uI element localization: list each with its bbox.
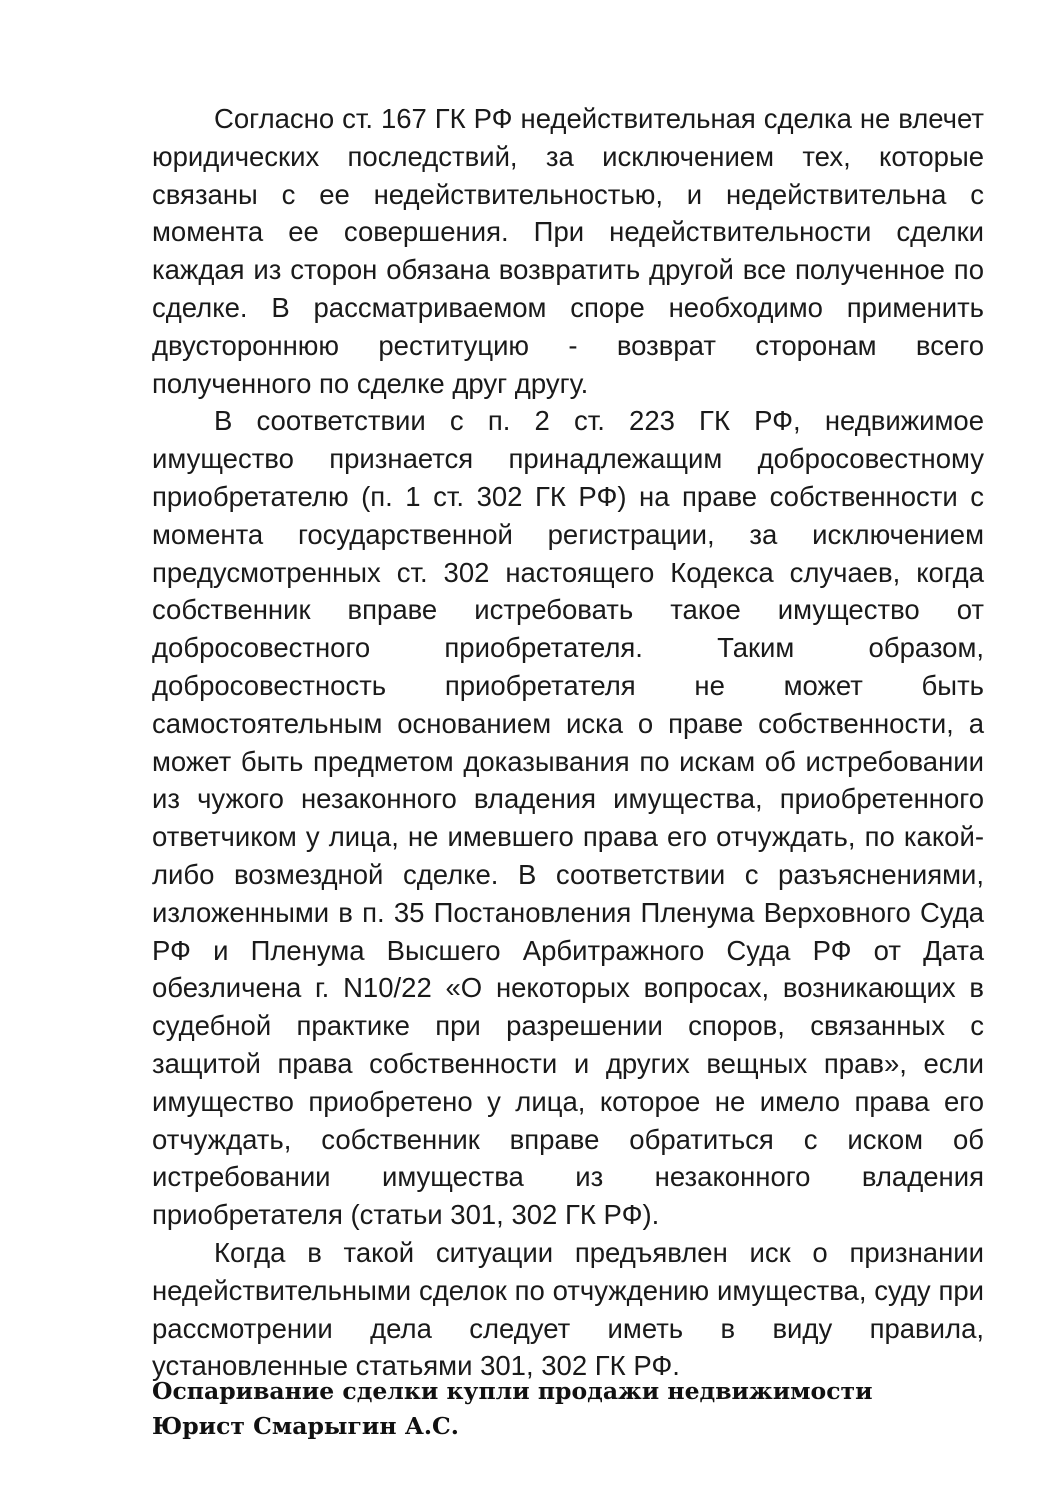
paragraph-restitution: Согласно ст. 167 ГК РФ недействительная сделка не влечет юридических последствий, за исключением тех, которые связаны с ее недействительностью, и недействительна с момента ее совершения. При недействительности сделки каждая из сторон обязана возвратить другой все полученное по сделке. В рассматриваемом споре необходимо применить двустороннюю реституцию - возврат сторонам всего полученного по сделке друг другу. [152,103,984,399]
paragraph-bona-fide-acquirer: В соответствии с п. 2 ст. 223 ГК РФ, недвижимое имущество признается принадлежащим добросовестному приобретателю (п. 1 ст. 302 ГК РФ) на праве собственности с момента государственной регистрации, за исключением предусмотренных ст. 302 настоящего Кодекса случаев, когда собственник вправе истребовать такое имущество от добросовестного приобретателя. Таким образом, добросовестность приобретателя не может быть самостоятельным основанием иска о праве собственности, а может быть предметом доказывания по искам об истребовании из чужого незаконного владения имущества, приобретенного ответчиком у лица, не имевшего права его отчуждать, по какой-либо возмездной сделке. В соответствии с разъяснениями, изложенными в п. 35 Постановления Пленума Верховного Суда РФ и Пленума Высшего Арбитражного Суда РФ от Дата обезличена г. N10/22 «О некоторых вопросах, возникающих в судебной практике при разрешении споров, связанных с защитой права собственности и других вещных прав», если имущество приобретено у лица, которое не имело права его отчуждать, собственник вправе обратиться с иском об истребовании имущества из незаконного владения приобретателя (статьи 301, 302 ГК РФ). [152,405,984,1231]
signature-author: Юрист Смарыгин А.С. [152,1412,459,1440]
signature-title: Оспаривание сделки купли продажи недвижимости [152,1377,873,1405]
document-body [152,100,984,1385]
paragraph-court-rules: Когда в такой ситуации предъявлен иск о признании недействительными сделок по отчуждению имущества, суду при рассмотрении дела следует иметь в виду правила, установленные статьями 301, 302 ГК РФ. [152,1236,984,1382]
signature-block [152,1374,984,1444]
